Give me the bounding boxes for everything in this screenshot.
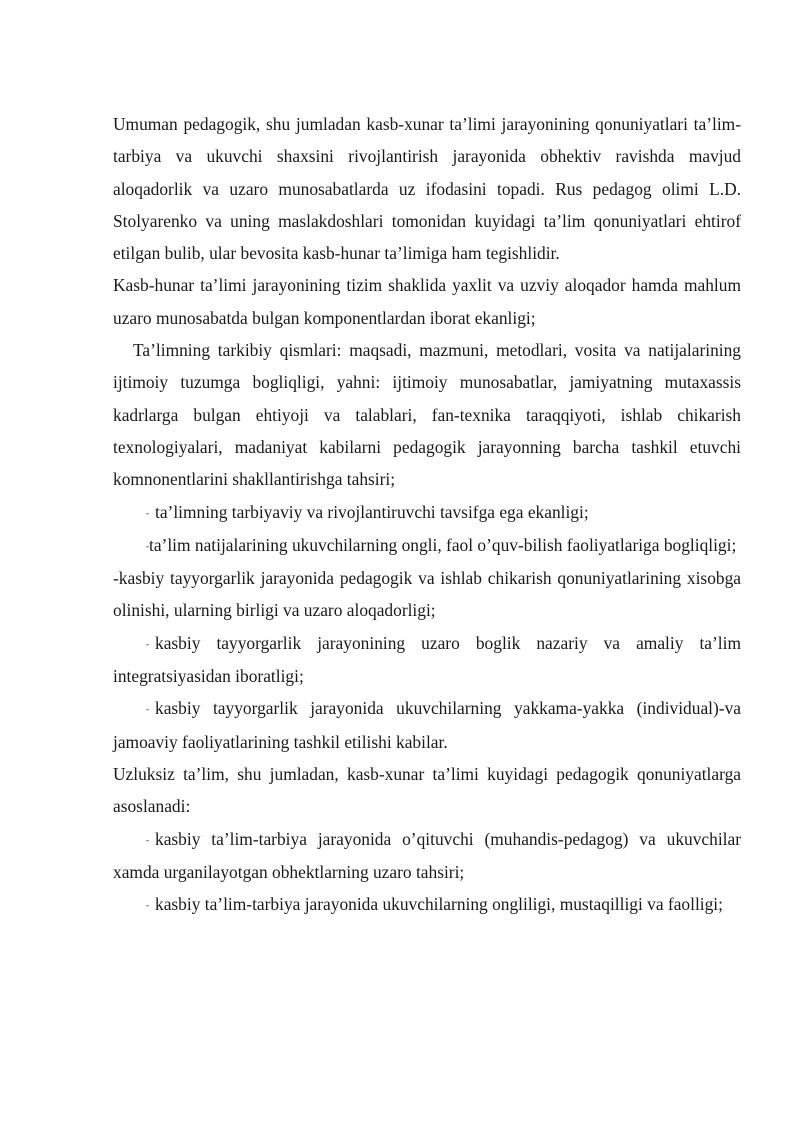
list-item-faollik bbox=[113, 888, 741, 921]
list-item-text: kasbiy ta’lim-tarbiya jarayonida ukuvchilarning ongliligi, mustaqilligi va faolligi; bbox=[155, 894, 723, 915]
list-item-text: kasbiy tayyorgarlik jarayonida ukuvchilarning yakkama-yakka (individual)-va jamoaviy faoliyatlarining tashkil etilishi kabilar. bbox=[113, 698, 741, 752]
list-item-text: ta’lim natijalarining ukuvchilarning ongli, faol o’quv-bilish faoliyatlariga bogliqligi; bbox=[149, 534, 737, 555]
dash-marker: - bbox=[146, 638, 149, 649]
list-item-tarbiyaviy bbox=[113, 496, 741, 529]
list-item-text: ta’limning tarbiyaviy va rivojlantiruvchi tavsifga ega ekanligi; bbox=[155, 501, 589, 522]
dash-marker: - bbox=[146, 540, 149, 551]
dash-marker: - bbox=[146, 834, 149, 845]
paragraph-uzluksiz: Uzluksiz ta’lim, shu jumladan, kasb-xunar ta’limi kuyidagi pedagogik qonuniyatlarga asoslanadi: bbox=[113, 763, 741, 817]
paragraph-components: Ta’limning tarkibiy qismlari: maqsadi, mazmuni, metodlari, vosita va natijalarining ijtimoiy tuzumga bogliqligi, yahni: ijtimoiy munosabatlar, jamiyatning mutaxassis kadrlarga bulgan ehtiyoji va talablari, fan-texnika taraqqiyoti, ishlab chikarish texnologiyalari, madaniyat kabilarni pedagogik jarayonning barcha tashkil etuvchi komnonentlarini shakllantirishga tahsiri; bbox=[113, 340, 741, 490]
paragraph-system: Kasb-hunar ta’limi jarayonining tizim shaklida yaxlit va uzviy aloqador hamda mahlum uzaro munosabatda bulgan komponentlardan iborat ekanligi; bbox=[113, 275, 741, 328]
paragraph-kasbiy-tayyorgarlik: -kasbiy tayyorgarlik jarayonida pedagogik va ishlab chikarish qonuniyatlarining xisobga olinishi, ularning birligi va uzaro aloqadorligi; bbox=[113, 568, 741, 621]
list-item-tahsir bbox=[113, 823, 741, 889]
list-item-natijalar bbox=[113, 529, 741, 562]
dash-marker: - bbox=[146, 704, 149, 715]
paragraph-intro: Umuman pedagogik, shu jumladan kasb-xunar ta’limi jarayonining qonuniyatlari ta’lim-tarbiya va ukuvchi shaxsini rivojlantirish jarayonida obhektiv ravishda mavjud aloqadorlik va uzaro munosabatlarda uz ifodasini topadi. Rus pedagog olimi L.D. Stolyarenko va uning maslakdoshlari tomonidan kuyidagi ta’lim qonuniyatlari ehtirof etilgan bulib, ular bevosita kasb-hunar ta’limiga ham tegishlidir. bbox=[113, 114, 741, 264]
list-item-text: kasbiy tayyorgarlik jarayonining uzaro boglik nazariy va amaliy ta’lim integratsiyasidan iboratligi; bbox=[113, 632, 741, 687]
dash-marker: - bbox=[146, 507, 149, 518]
list-item-integratsiya bbox=[113, 627, 741, 693]
list-item-faoliyat bbox=[113, 692, 741, 758]
dash-marker: - bbox=[146, 900, 149, 911]
document-page bbox=[113, 108, 741, 921]
list-item-text: kasbiy ta’lim-tarbiya jarayonida o’qituvchi (muhandis-pedagog) va ukuvchilar xamda urganilayotgan obhektlarning uzaro tahsiri; bbox=[113, 828, 741, 882]
